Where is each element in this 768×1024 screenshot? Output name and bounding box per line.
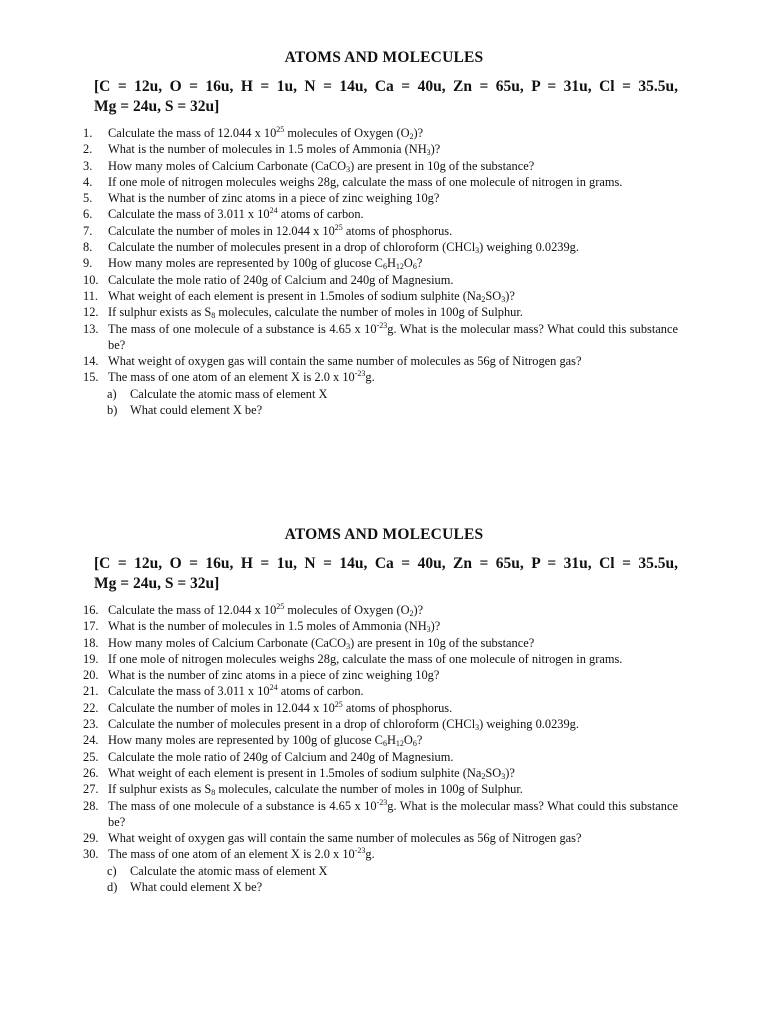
question-number: 2. [83, 142, 93, 157]
question-number: 6. [83, 207, 93, 222]
question-8: 8. Calculate the number of molecules present in a drop of chloroform (CHCl$_3$) weighing 0.0239g. [83, 240, 579, 256]
question-number: 10. [83, 272, 99, 287]
question-15: 15. The mass of one atom of an element X is 2.0 x $10^{-23}g$. [83, 369, 375, 385]
question-number: 20. [83, 668, 99, 683]
worksheet-section-1 [0, 47, 768, 418]
question-number: 25. [83, 749, 99, 764]
question-3: 3. How many moles of Calcium Carbonate (CaCO$_3$) are present in 10g of the substance? [83, 158, 535, 174]
question-number: 30. [83, 847, 99, 862]
question-number: 13. [83, 321, 99, 336]
question-number: 24. [83, 733, 99, 748]
question-12: 12. If sulphur exists as $S_8$ molecules, calculate the number of moles in 100g of Sulphur. [83, 305, 523, 321]
worksheet-section-2 [0, 524, 768, 895]
section-title: ATOMS AND MOLECULES [284, 49, 484, 66]
question-7: 7. Calculate the number of moles in 12.044 x $10^{25}$ atoms of phosphorus. [83, 222, 453, 238]
question-23: 23. Calculate the number of molecules present in a drop of chloroform (CHCl$_3$) weighing 0.0239g. [83, 717, 579, 733]
atomic-masses-line-2: Mg = 24u, S = 32u] [94, 98, 220, 115]
question-list [0, 602, 768, 895]
question-number: 11. [83, 288, 99, 303]
question-1: 1. Calculate the mass of 12.044 x $10^{25}$ molecules of Oxygen $(O_2)$? [83, 125, 424, 141]
question-27: 27. If sulphur exists as $S_8$ molecules, calculate the number of moles in 100g of Sulphur. [83, 782, 523, 798]
question-29: 29. What weight of oxygen gas will contain the same number of molecules as 56g of Nitrogen gas? [83, 831, 582, 846]
question-20: 20. What is the number of zinc atoms in a piece of zinc weighing 10g? [83, 668, 440, 683]
atomic-masses [0, 554, 768, 594]
question-number: 28. [83, 798, 99, 813]
question-number: 22. [83, 700, 99, 715]
question-2: 2. What is the number of molecules in 1.5 moles of Ammonia $(NH_3)$? [83, 142, 441, 158]
question-10: 10. Calculate the mole ratio of 240g of Calcium and 240g of Magnesium. [83, 272, 454, 287]
question-number: 1. [83, 126, 93, 140]
question-number: 17. [83, 619, 99, 634]
question-number: 27. [83, 782, 99, 797]
question-number: 7. [83, 223, 93, 238]
question-number: 21. [83, 684, 99, 699]
question-17: 17. What is the number of molecules in 1.5 moles of Ammonia $(NH_3)$? [83, 619, 441, 635]
question-9: 9. How many moles are represented by 100g of glucose $C_6H_{12}O_6$? [83, 256, 423, 272]
sub-question-letter: c) [107, 863, 117, 878]
question-18: 18. How many moles of Calcium Carbonate (CaCO$_3$) are present in 10g of the substance? [83, 635, 535, 651]
question-13: 13. The mass of one molecule of a substance is 4.65 x $10^{-23}g$. What is the molecular mass? What could this substance be? [83, 320, 678, 352]
question-number: 26. [83, 765, 99, 780]
sub-question-b: b) What could element X be? [107, 403, 263, 418]
sub-question-a: a) Calculate the atomic mass of element X [107, 386, 328, 401]
question-28: 28. The mass of one molecule of a substance is 4.65 x $10^{-23}g$. What is the molecular mass? What could this substance be? [83, 797, 678, 829]
question-number: 23. [83, 717, 99, 732]
question-16: 16. Calculate the mass of 12.044 x $10^{25}$ molecules of Oxygen $(O_2)$? [83, 602, 424, 618]
sub-question-letter: a) [107, 386, 117, 401]
sub-question-d: d) What could element X be? [107, 880, 263, 895]
atomic-masses-line-1: [C = 12u, O = 16u, H = 1u, N = 14u, Ca = 40u, Zn = 65u, P = 31u, Cl = 35.5u, [94, 555, 678, 572]
question-21: 21. Calculate the mass of 3.011 x $10^{24}$ atoms of carbon. [83, 683, 364, 699]
question-number: 12. [83, 305, 99, 320]
question-number: 16. [83, 603, 99, 617]
question-list [0, 125, 768, 418]
sub-question-letter: d) [107, 880, 118, 895]
question-number: 15. [83, 370, 99, 385]
question-number: 18. [83, 635, 99, 650]
question-14: 14. What weight of oxygen gas will contain the same number of molecules as 56g of Nitrogen gas? [83, 354, 582, 369]
question-number: 19. [83, 651, 99, 666]
question-26: 26. What weight of each element is present in 1.5moles of sodium sulphite $(Na_2SO_3)$? [83, 765, 515, 781]
question-19: 19. If one mole of nitrogen molecules weighs 28g, calculate the mass of one molecule of nitrogen in grams. [83, 651, 623, 666]
question-22: 22. Calculate the number of moles in 12.044 x $10^{25}$ atoms of phosphorus. [83, 699, 453, 715]
question-24: 24. How many moles are represented by 100g of glucose $C_6H_{12}O_6$? [83, 733, 423, 749]
question-number: 14. [83, 354, 99, 369]
question-25: 25. Calculate the mole ratio of 240g of Calcium and 240g of Magnesium. [83, 749, 454, 764]
question-number: 29. [83, 831, 99, 846]
sub-question-c: c) Calculate the atomic mass of element X [107, 863, 328, 878]
question-number: 3. [83, 158, 93, 173]
atomic-masses [0, 77, 768, 117]
question-number: 9. [83, 256, 93, 271]
question-4: 4. If one mole of nitrogen molecules weighs 28g, calculate the mass of one molecule of nitrogen in grams. [83, 174, 623, 189]
question-30: 30. The mass of one atom of an element X is 2.0 x $10^{-23}g$. [83, 846, 375, 862]
question-11: 11. What weight of each element is present in 1.5moles of sodium sulphite $(Na_2SO_3)$? [83, 288, 515, 304]
atomic-masses-line-2: Mg = 24u, S = 32u] [94, 575, 220, 592]
question-number: 8. [83, 240, 93, 255]
question-6: 6. Calculate the mass of 3.011 x $10^{24}$ atoms of carbon. [83, 206, 364, 222]
question-number: 5. [83, 191, 93, 206]
question-number: 4. [83, 174, 93, 189]
section-title: ATOMS AND MOLECULES [284, 526, 484, 543]
atomic-masses-line-1: [C = 12u, O = 16u, H = 1u, N = 14u, Ca = 40u, Zn = 65u, P = 31u, Cl = 35.5u, [94, 78, 678, 95]
sub-question-letter: b) [107, 403, 118, 418]
question-5: 5. What is the number of zinc atoms in a piece of zinc weighing 10g? [83, 191, 440, 206]
